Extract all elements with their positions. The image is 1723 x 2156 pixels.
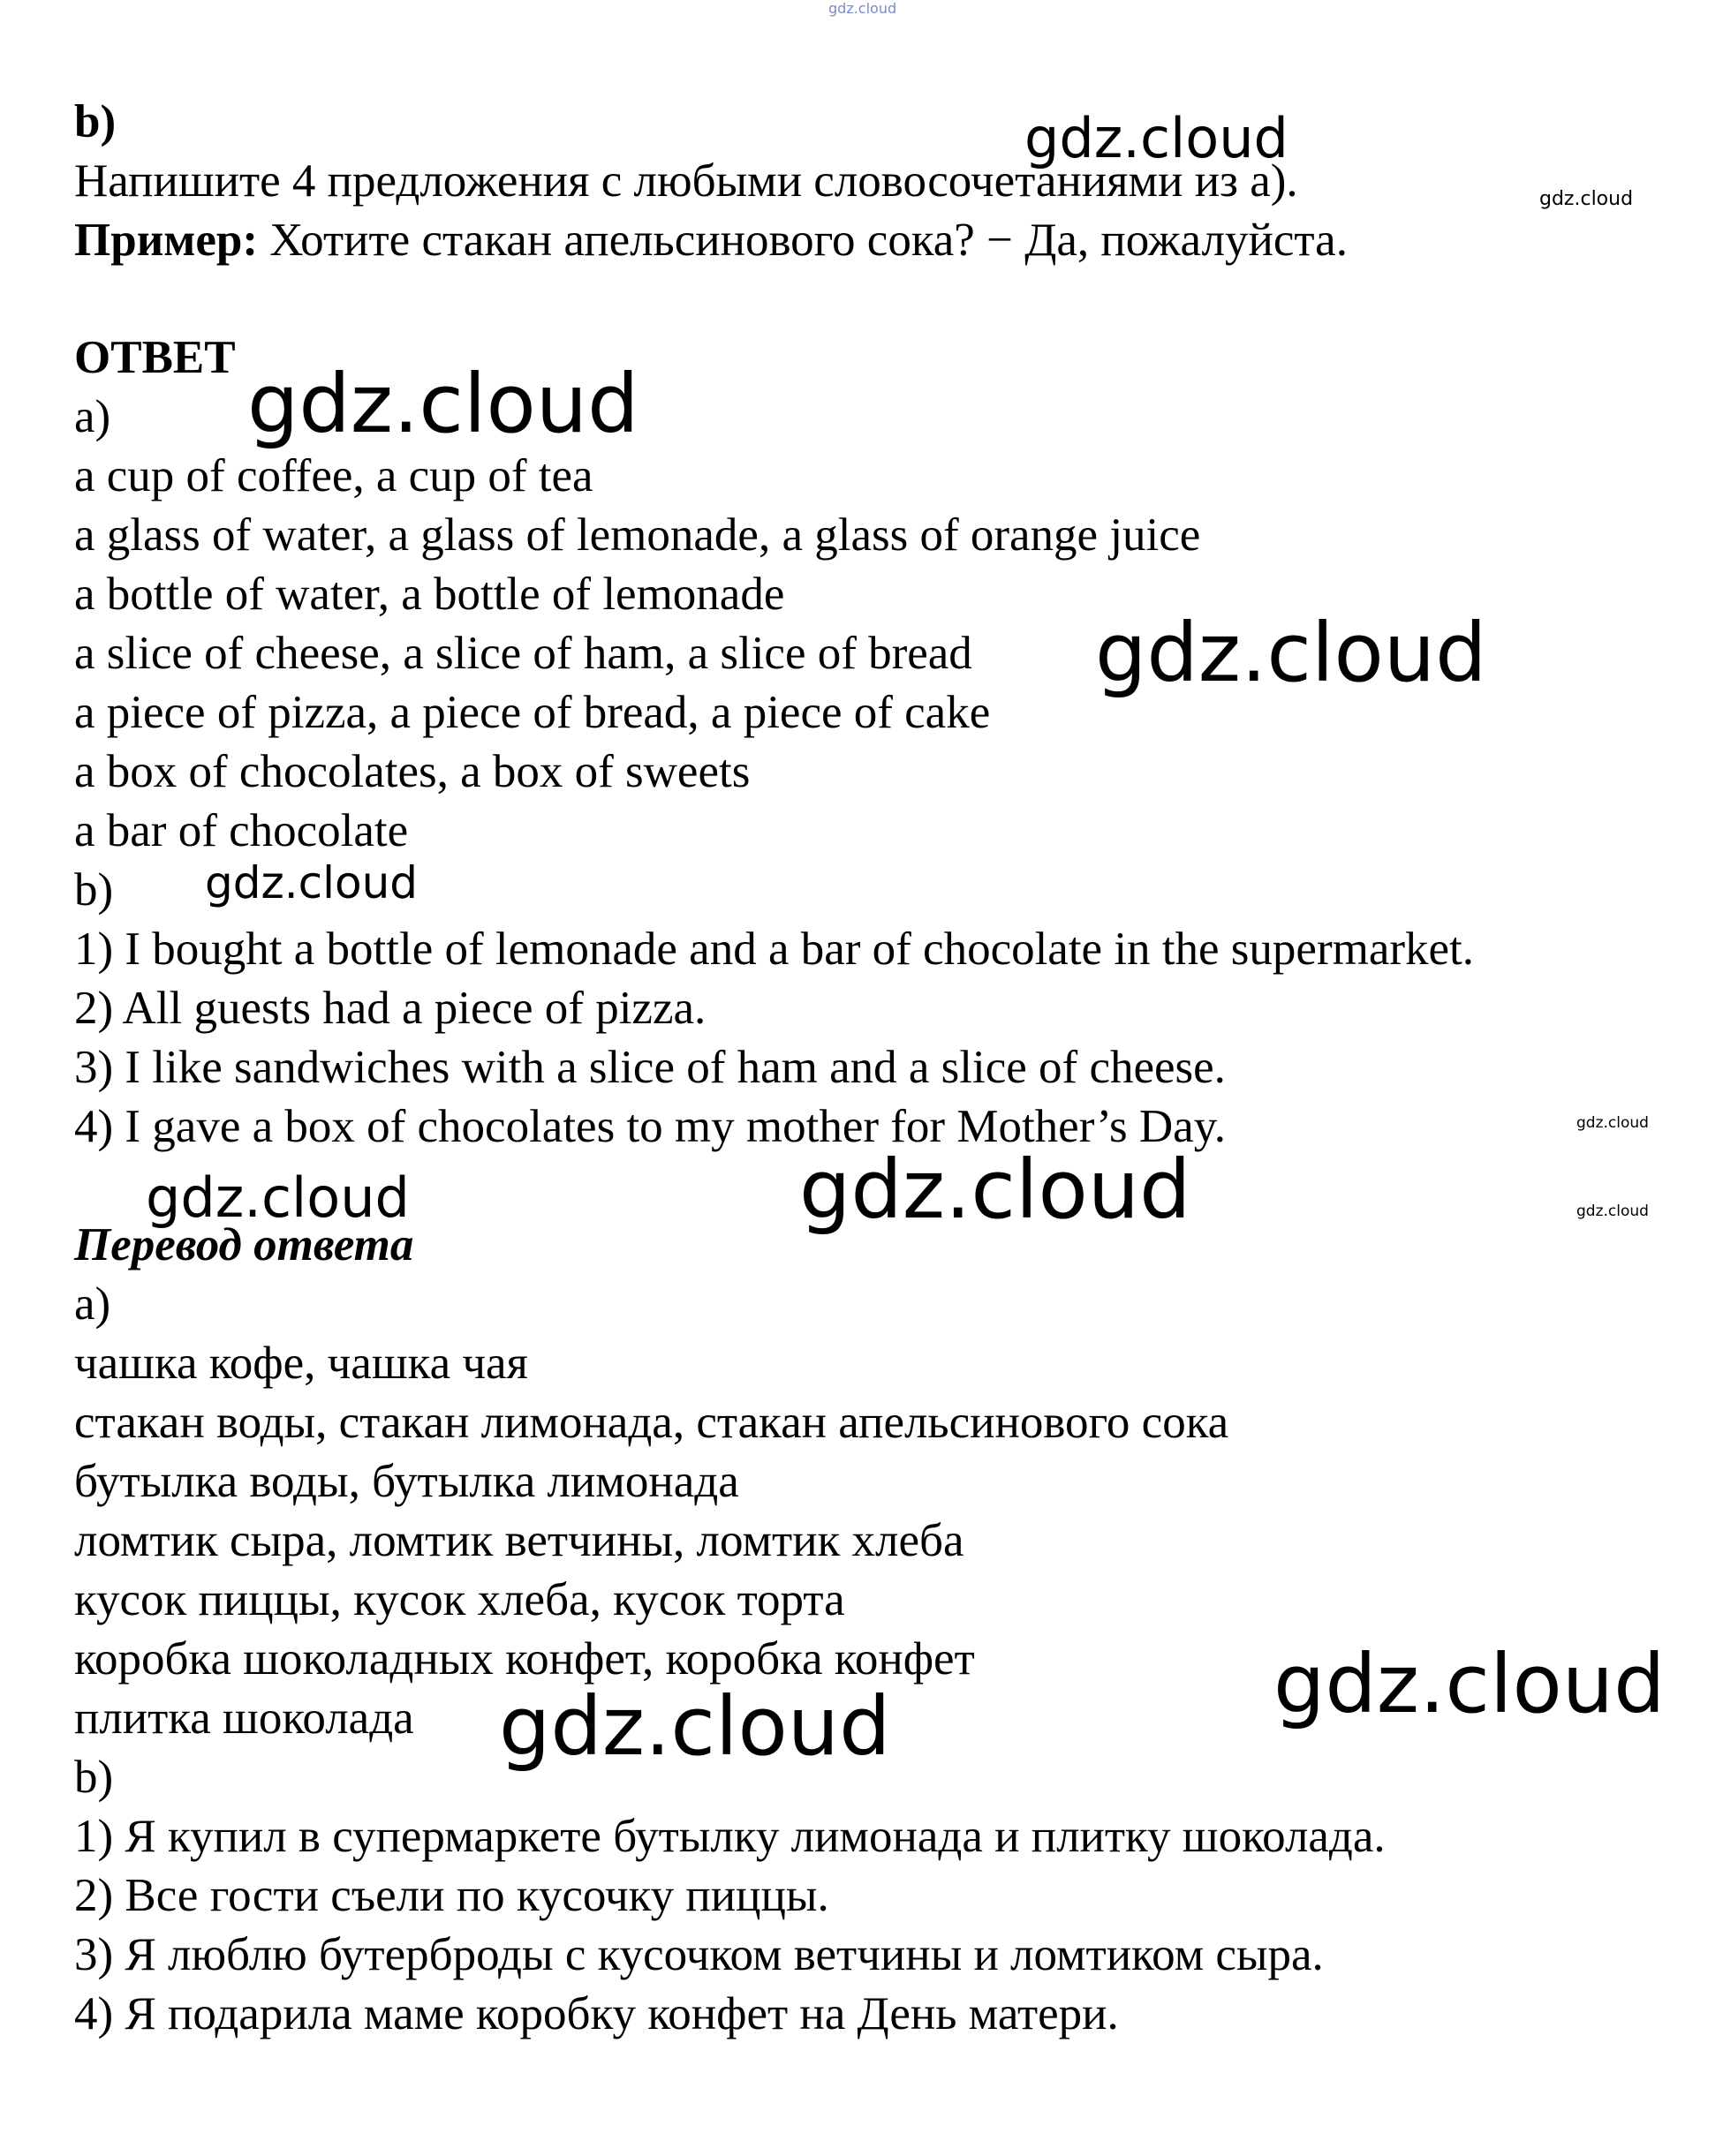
answer-b-line: 2) All guests had a piece of pizza. — [74, 983, 707, 1034]
watermark: gdz.cloud — [1539, 188, 1634, 210]
task-instruction: Напишите 4 предложения с любыми словосочетаниями из а). — [74, 155, 1298, 207]
watermark: gdz.cloud — [146, 1165, 410, 1230]
watermark: gdz.cloud — [799, 1142, 1191, 1237]
answer-b-line: 1) I bought a bottle of lemonade and a bar of chocolate in the supermarket. — [74, 923, 1475, 975]
translation-a-line: стакан воды, стакан лимонада, стакан апельсинового сока — [74, 1397, 1229, 1448]
translation-b-line: 3) Я люблю бутерброды с кусочком ветчины и ломтиком сыра. — [74, 1929, 1324, 1980]
answer-a-line: a bottle of water, a bottle of lemonade — [74, 569, 785, 620]
watermark: gdz.cloud — [205, 857, 419, 908]
translation-a-line: ломтик сыра, ломтик ветчины, ломтик хлеба — [74, 1515, 964, 1566]
watermark: gdz.cloud — [247, 357, 639, 451]
translation-a-line: коробка шоколадных конфет, коробка конфет — [74, 1633, 975, 1685]
translation-a-line: плитка шоколада — [74, 1692, 414, 1744]
translation-part-a-label: а) — [74, 1278, 111, 1330]
watermark: gdz.cloud — [1273, 1637, 1666, 1731]
answer-b-line: 4) I gave a box of chocolates to my mother for Mother’s Day. — [74, 1101, 1227, 1152]
answer-heading: ОТВЕТ — [74, 332, 236, 383]
watermark: gdz.cloud — [1576, 1114, 1649, 1132]
translation-b-line: 1) Я купил в супермаркете бутылку лимонада и плитку шоколада. — [74, 1811, 1386, 1862]
answer-a-line: a cup of coffee, a cup of tea — [74, 450, 593, 501]
answer-part-b-label: b) — [74, 864, 114, 916]
answer-a-line: a bar of chocolate — [74, 805, 409, 856]
translation-a-line: чашка кофе, чашка чая — [74, 1338, 528, 1389]
watermark: gdz.cloud — [1095, 606, 1487, 700]
answer-b-line: 3) I like sandwiches with a slice of ham and a slice of cheese. — [74, 1042, 1226, 1093]
task-example — [74, 214, 1348, 267]
answer-a-line: a slice of cheese, a slice of ham, a slice of bread — [74, 628, 972, 679]
task-label: b) — [74, 96, 117, 147]
watermark: gdz.cloud — [499, 1679, 891, 1774]
watermark: gdz.cloud — [1024, 106, 1288, 170]
example-text: Хотите стакан апельсинового сока? − Да, пожалуйста. — [258, 215, 1348, 266]
watermark: gdz.cloud — [828, 0, 897, 17]
translation-part-b-label: b) — [74, 1752, 114, 1803]
answer-a-line: a box of chocolates, a box of sweets — [74, 746, 751, 797]
translation-a-line: кусок пиццы, кусок хлеба, кусок торта — [74, 1574, 845, 1625]
answer-a-line: a piece of pizza, a piece of bread, a piece of cake — [74, 687, 991, 738]
translation-b-line: 4) Я подарила маме коробку конфет на День матери. — [74, 1988, 1119, 2039]
example-label: Пример: — [74, 215, 258, 266]
watermark: gdz.cloud — [1576, 1202, 1649, 1220]
translation-heading: Перевод ответа — [74, 1219, 414, 1270]
translation-b-line: 2) Все гости съели по кусочку пиццы. — [74, 1870, 829, 1921]
answer-part-a-label: a) — [74, 391, 111, 442]
answer-a-line: a glass of water, a glass of lemonade, a glass of orange juice — [74, 509, 1201, 561]
translation-a-line: бутылка воды, бутылка лимонада — [74, 1456, 739, 1507]
